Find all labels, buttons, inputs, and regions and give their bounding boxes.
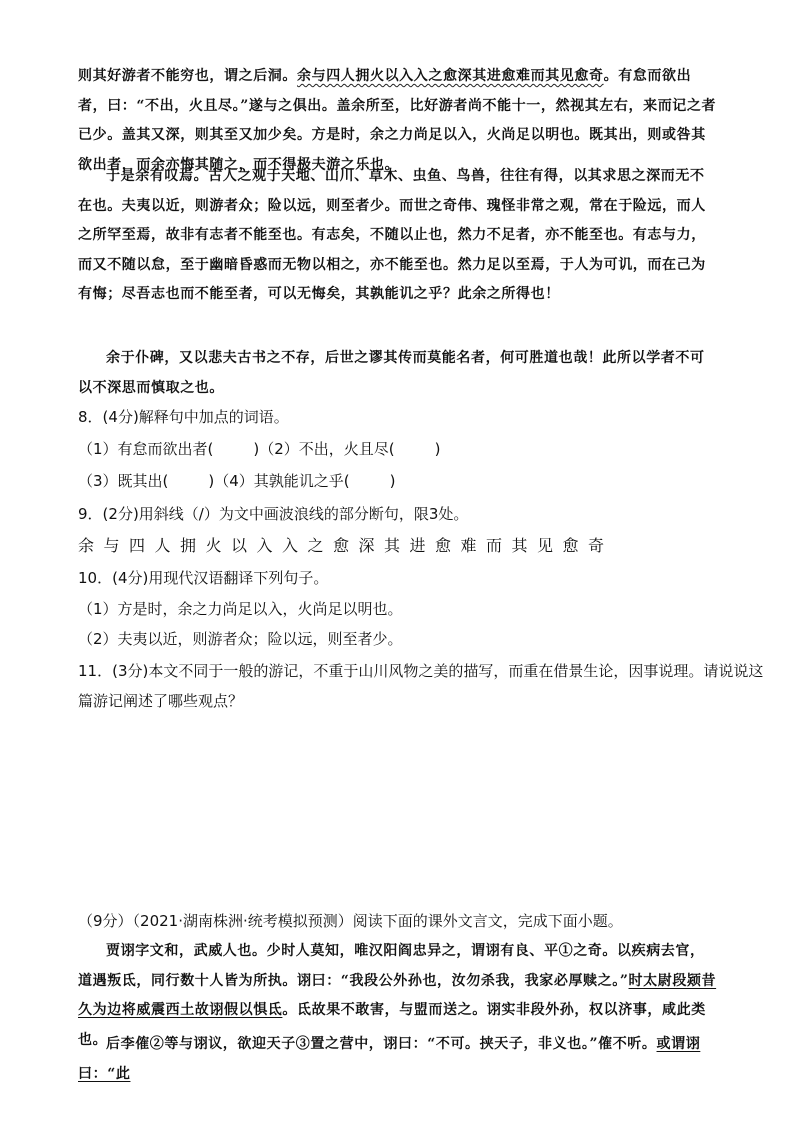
question-10: 10．(4分)用现代汉语翻译下列句子。: [78, 569, 329, 587]
text-segment: 。有怠而欲出者，曰：“不出，火且尽。”遂与之俱出。盖余所至，比好游者尚不能十一，然视其左右，来而记之者已少。盖其又深，则其至又加少矣。方是时，余之力尚足以入，火尚足以明也。既其出，则或咎其欲出者，而余亦悔其随之，而不得极夫游之乐也。: [78, 68, 717, 173]
passage2-paragraph-2: [78, 1030, 718, 1089]
question-11-line-2: 篇游记阐述了哪些观点？: [78, 692, 244, 710]
text-segment: 则其好游者不能穷也，谓之后洞。: [78, 68, 297, 84]
passage1-paragraph-2: 于是余有叹焉。古人之观于天地、山川、草木、虫鱼、鸟兽，往往有得，以其求思之深而无不在也。夫夷以近，则游者众；险以远，则至者少。而世之奇伟、瑰怪非常之观，常在于险远，而人之所罕至焉，故非有志者不能至也。有志矣，不随以止也，然力不足者，亦不能至也。有志与力，而又不随以怠，至于幽暗昏惑而无物以相之，亦不能至也。然力足以至焉，于人为可讥，而在己为有悔；尽吾志也而不能至者，可以无悔矣，其孰能讥之乎？此余之所得也！: [78, 168, 706, 302]
text-segment: ): [389, 472, 396, 490]
underlined-text: 时太尉段颎昔久为边将威震西土故诩假以惧氐: [78, 972, 717, 1018]
text-segment: 后李傕②等与诩议，欲迎天子③置之营中，诩曰：“不可。挟天子，非义也。”傕不听。: [106, 1036, 657, 1052]
text-segment: （3）既其出(: [78, 472, 169, 490]
question-10-item-1: （1）方是时，余之力尚足以入，火尚足以明也。: [78, 600, 403, 618]
wavy-underlined-text: 余与四人拥火以入入之愈深其进愈难而其见愈奇: [297, 68, 604, 84]
question-9: 9．(2分)用斜线（/）为文中画波浪线的部分断句，限3处。: [78, 505, 469, 523]
question-8: 8．(4分)解释句中加点的词语。: [78, 408, 289, 426]
underlined-text: 或谓诩曰：“此: [78, 1036, 701, 1082]
passage2-intro: （9分）（2021·湖南株洲·统考模拟预测）阅读下面的课外文言文，完成下面小题。: [78, 912, 623, 930]
question-10-item-2: （2）夫夷以近，则游者众；险以远，则至者少。: [78, 630, 403, 648]
question-8-items-1-2: [78, 438, 441, 460]
text-segment: )（4）其孰能讥之乎(: [208, 472, 350, 490]
passage1-paragraph-3: 余于仆碑，又以悲夫古书之不存，后世之谬其传而莫能名者，何可胜道也哉！此所以学者不可以不深思而慎取之也。: [78, 350, 705, 396]
text-segment: 贾诩字文和，武威人也。少时人莫知，唯汉阳阎忠异之，谓诩有良、平①之奇。以疾病去官，道遇叛氐，同行数十人皆为所执。诩曰：“我段公外孙也，汝勿杀我，我家必厚赎之。”: [78, 943, 705, 989]
text-segment: （1）有怠而欲出者(: [78, 440, 214, 458]
text-segment: )（2）不出，火且尽(: [253, 440, 395, 458]
question-11-line-1: 11．(3分)本文不同于一般的游记，不重于山川风物之美的描写，而重在借景生论，因事说理。请说说这: [78, 662, 764, 680]
question-8-items-3-4: [78, 470, 396, 492]
text-segment: ): [434, 440, 441, 458]
answer-space[interactable]: [78, 720, 718, 900]
question-9-text: 余与四人拥火以入入之愈深其进愈难而其见愈奇: [78, 536, 614, 555]
text-segment: 。氐故果不敢害，与盟而送之。诩实非段外孙，权以济事，咸此类也。: [78, 1002, 706, 1048]
